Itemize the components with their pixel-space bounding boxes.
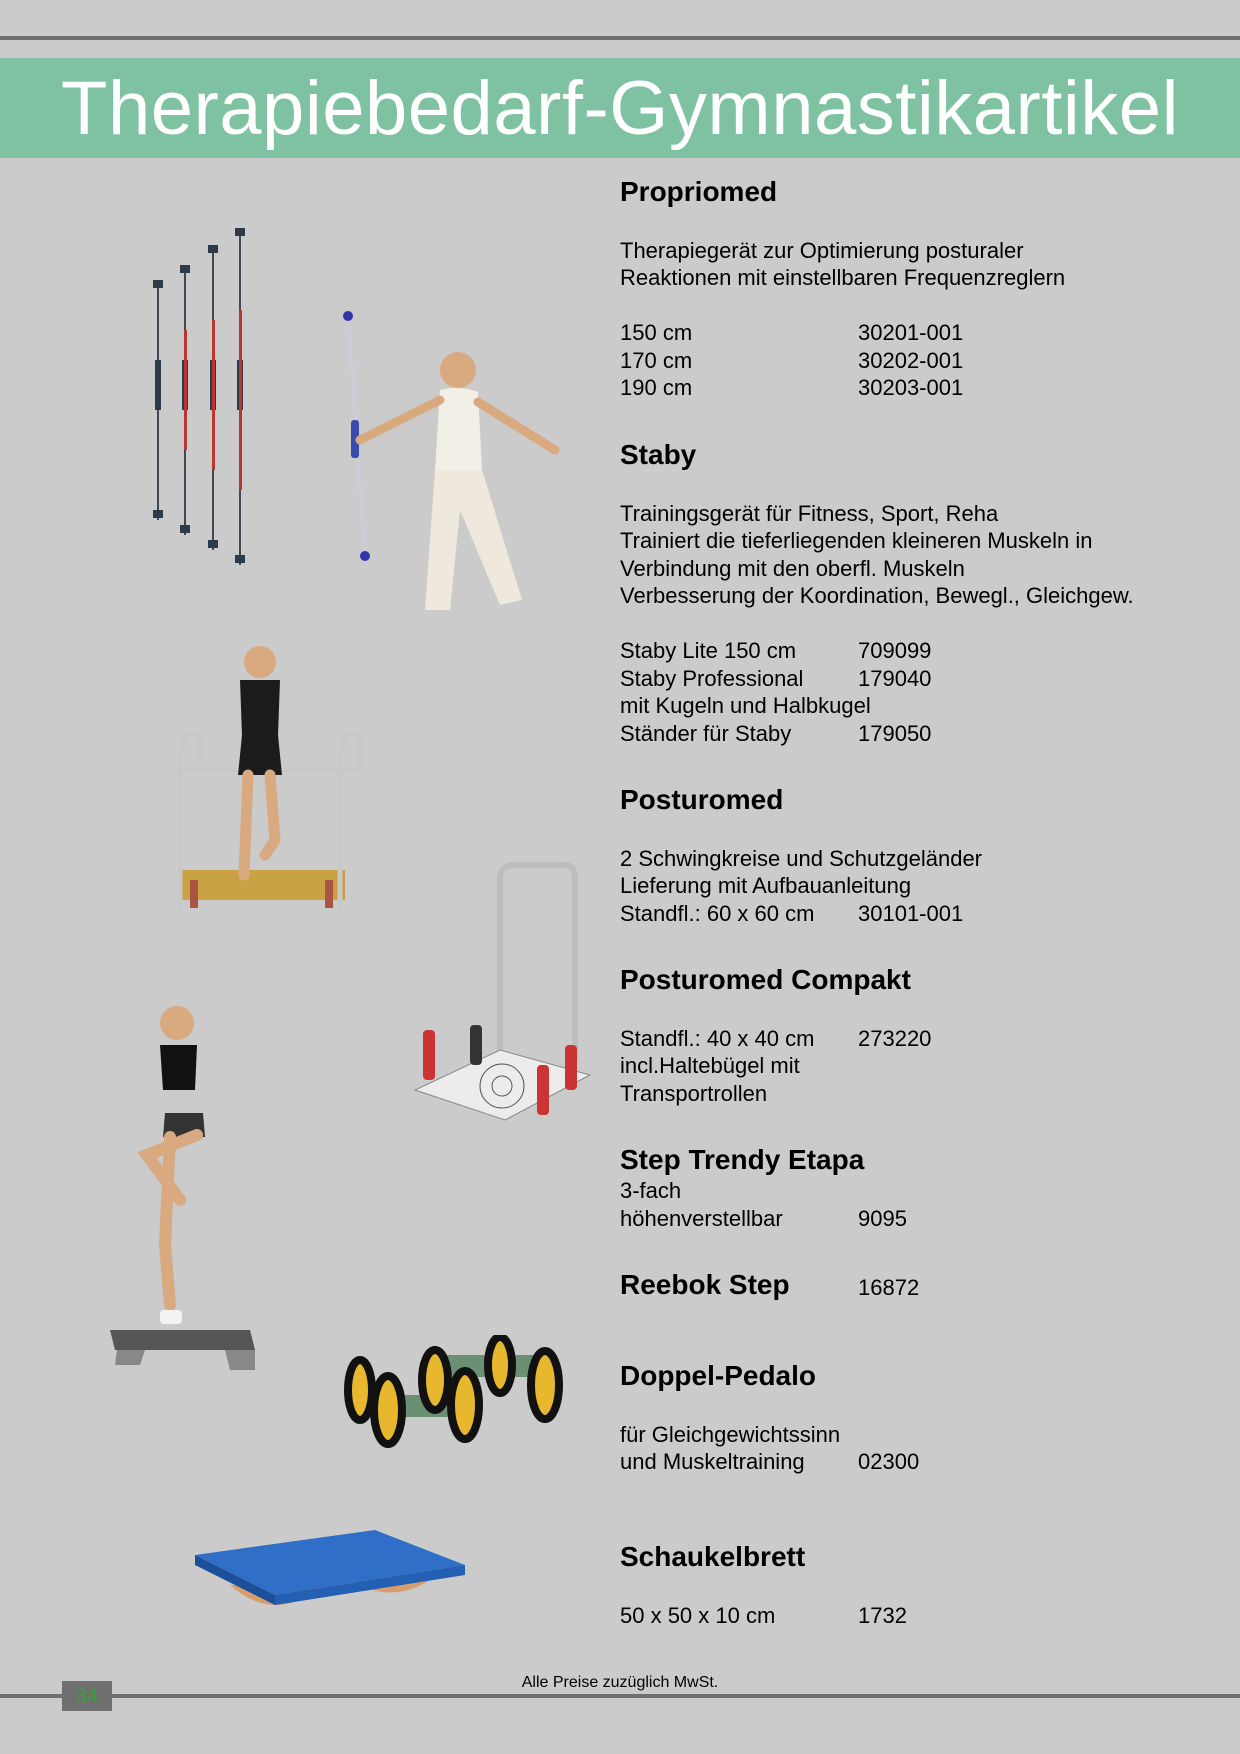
product-name: Staby [620, 439, 697, 470]
article-number: 30202-001 [858, 347, 964, 373]
variant-row [620, 692, 1220, 720]
product-step-trendy-etapa [620, 1143, 1220, 1232]
variant-row [620, 1448, 1220, 1476]
variant-row [620, 1602, 1220, 1630]
bottom-rule [0, 1694, 1240, 1698]
description-line: Therapiegerät zur Optimierung posturaler [620, 237, 1024, 263]
variant-label: Staby Professional [620, 665, 804, 691]
product-schaukelbrett [620, 1540, 1220, 1629]
product-name: Schaukelbrett [620, 1541, 806, 1572]
variant-row [620, 1421, 1220, 1449]
article-number: 02300 [858, 1449, 920, 1474]
posturomed-compakt-image [405, 860, 595, 1160]
doppel-pedalo-image [340, 1335, 570, 1455]
description-line: Lieferung mit Aufbauanleitung [620, 873, 912, 898]
variant-label: Transportrollen [620, 1080, 768, 1106]
description-line: Reaktionen mit einstellbaren Frequenzreglern [620, 265, 1066, 290]
variant-row [620, 1268, 1220, 1302]
page-title: Therapiebedarf-Gymnastikartikel [61, 65, 1179, 151]
variant-row [620, 1025, 1220, 1053]
description-line: Verbindung mit den oberfl. Muskeln [620, 555, 965, 581]
product-name: Doppel-Pedalo [620, 1360, 817, 1391]
article-number: 709099 [858, 638, 932, 663]
variant-row [620, 1080, 1220, 1108]
posturomed-woman-image [170, 640, 370, 970]
article-number: 30201-001 [858, 320, 964, 345]
variant-row [620, 720, 1220, 748]
article-number: 9095 [858, 1205, 907, 1231]
product-staby [620, 438, 1220, 747]
variant-row [620, 900, 1220, 928]
title-banner [0, 58, 1240, 158]
article-number: 179050 [858, 720, 932, 746]
product-name: Step Trendy Etapa [620, 1144, 865, 1175]
variant-label: 150 cm [620, 320, 693, 345]
variant-row [620, 1177, 1220, 1205]
product-name: Propriomed [620, 176, 778, 207]
article-number: 179040 [858, 665, 932, 691]
variant-label: Ständer für Staby [620, 720, 792, 746]
top-rule [0, 36, 1240, 40]
product-propriomed [620, 175, 1220, 402]
variant-label: 190 cm [620, 375, 693, 400]
variant-row [620, 319, 1220, 347]
article-number: 16872 [858, 1275, 920, 1300]
staby-woman-image [340, 310, 580, 620]
variant-row [620, 1052, 1220, 1080]
variant-label: mit Kugeln und Halbkugel [620, 693, 871, 718]
product-name: Posturomed Compakt [620, 964, 911, 995]
product-name: Reebok Step [620, 1269, 790, 1300]
product-posturomed-compakt [620, 963, 1220, 1107]
variant-label: und Muskeltraining [620, 1449, 805, 1474]
propriomed-rods-image [140, 220, 260, 580]
product-doppel-pedalo [620, 1359, 1220, 1476]
variant-label: 50 x 50 x 10 cm [620, 1602, 776, 1628]
page-number: 34 [62, 1681, 112, 1711]
variant-label: 3-fach [620, 1178, 682, 1203]
variant-label: für Gleichgewichtssinn [620, 1421, 841, 1447]
variant-label: incl.Haltebügel mit [620, 1053, 800, 1078]
variant-row [620, 637, 1220, 665]
article-number: 30203-001 [858, 375, 964, 400]
variant-row [620, 347, 1220, 375]
description-line: Trainiert die tieferliegenden kleineren Muskeln in [620, 528, 1093, 553]
variant-label: Standfl.: 40 x 40 cm [620, 1025, 815, 1051]
product-posturomed [620, 783, 1220, 927]
variant-row [620, 665, 1220, 693]
schaukelbrett-image [195, 1525, 465, 1625]
variant-row [620, 374, 1220, 402]
product-name: Posturomed [620, 784, 784, 815]
product-reebok-step [620, 1268, 1220, 1302]
article-number: 1732 [858, 1602, 907, 1628]
description-line: Trainingsgerät für Fitness, Sport, Reha [620, 500, 999, 526]
description-line: 2 Schwingkreise und Schutzgeländer [620, 845, 983, 871]
article-number: 273220 [858, 1025, 932, 1051]
variant-label: Standfl.: 60 x 60 cm [620, 900, 815, 926]
article-number: 30101-001 [858, 900, 964, 926]
description-line: Verbesserung der Koordination, Bewegl., Gleichgew. [620, 583, 1134, 608]
step-trendy-woman-image [105, 995, 295, 1390]
footer-note: Alle Preise zuzüglich MwSt. [521, 1674, 719, 1691]
variant-row [620, 1205, 1220, 1233]
variant-label: 170 cm [620, 347, 693, 373]
variant-label: Staby Lite 150 cm [620, 638, 797, 663]
variant-label: höhenverstellbar [620, 1205, 783, 1231]
